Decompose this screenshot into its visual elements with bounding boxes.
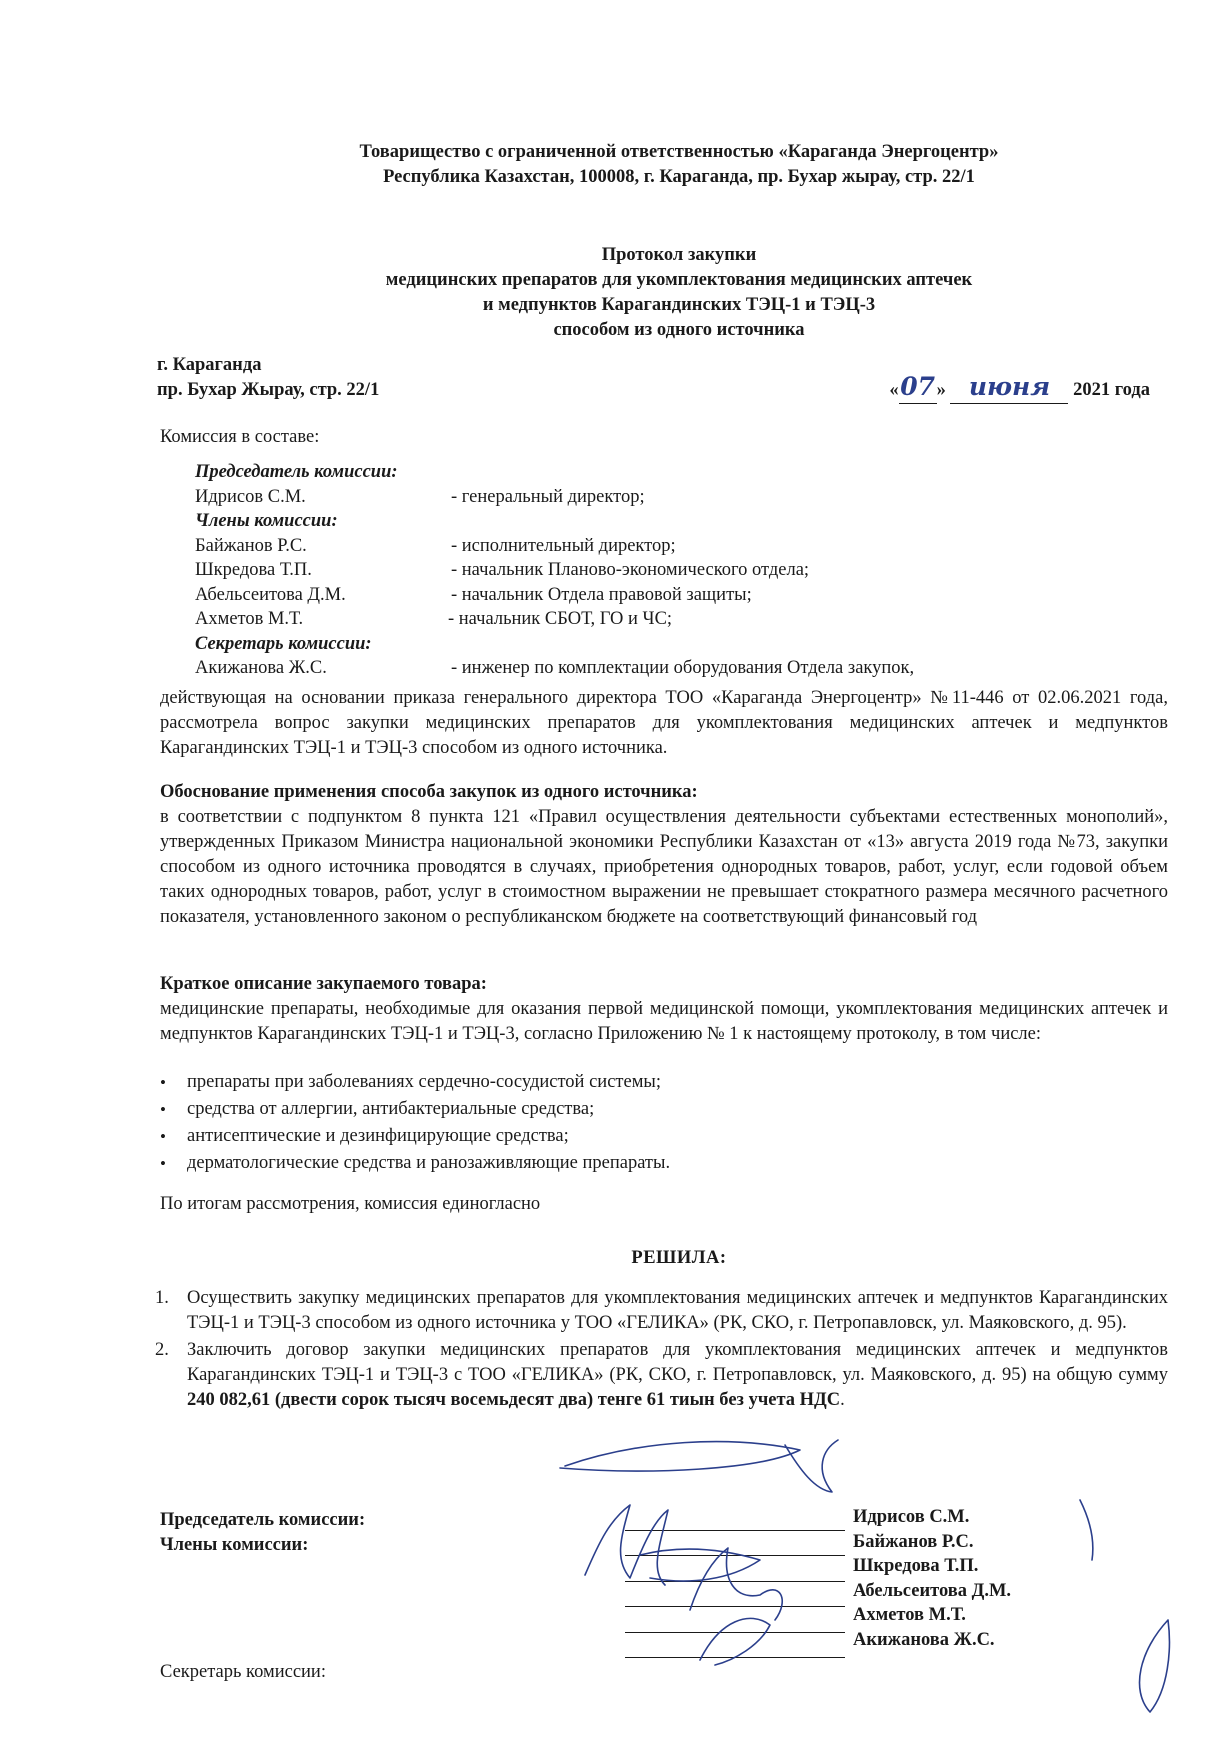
- protocol-title-line-4: способом из одного источника: [553, 320, 805, 340]
- date-day: 07: [900, 372, 935, 401]
- description-heading: Краткое описание закупаемого товара:: [160, 974, 487, 994]
- justification-text: в соответствии с подпунктом 8 пункта 121 «Правил осуществления деятельности субъектами естественных монополий», утвержденных Приказом Министра национальной экономики Республики Казахстан от «13» августа 2019 года №73, закупки способом из одного источника проводятся в случаях, приобретения однородных товаров, работ, услуг, если годовой объем таких однородных товаров, работ, услуг в стоимостном выражении не превышает стократного размера месячного расчетного показателя, установленного законом о республиканском бюджете на соответствующий финансовый год: [160, 807, 1168, 927]
- organization-name: Товарищество с ограниченной ответственностью «Караганда Энергоцентр»: [359, 142, 999, 162]
- contract-amount: 240 082,61 (двести сорок тысяч восемьдесят два) тенге 61 тиын без учета НДС: [187, 1390, 841, 1410]
- decision-text: Осуществить закупку медицинских препаратов для укомплектования медицинских аптечек и медпунктов Карагандинских ТЭЦ-1 и ТЭЦ-3 способом из одного источника у ТОО «ГЕЛИКА» (РК, СКО, г. Петропавловск, ул. Маяковского, д. 95).: [187, 1288, 1168, 1333]
- chairman-role: Председатель комиссии:: [195, 462, 398, 482]
- member-position: - начальник Отдела правовой защиты;: [451, 584, 752, 605]
- secretary-role: Секретарь комиссии:: [195, 633, 372, 654]
- decision-number: 1.: [155, 1288, 169, 1308]
- date-close-quote: »: [936, 380, 946, 400]
- signatory-name: Акижанова Ж.С.: [853, 1629, 995, 1650]
- protocol-title-line-3: и медпунктов Карагандинских ТЭЦ-1 и ТЭЦ-3: [482, 295, 876, 315]
- commission-intro: Комиссия в составе:: [160, 427, 320, 447]
- member-name: Шкредова Т.П.: [195, 560, 312, 580]
- list-item: • средства от аллергии, антибактериальные средства;: [160, 1097, 670, 1124]
- basis-paragraph: действующая на основании приказа генерального директора ТОО «Караганда Энергоцентр» №11-446 от 02.06.2021 года, рассмотрела вопрос закупки медицинских препаратов для укомплектования медицинских аптечек и медпунктов Карагандинских ТЭЦ-1 и ТЭЦ-3 способом из одного источника.: [160, 688, 1168, 758]
- signature-chairman-label: Председатель комиссии:: [160, 1510, 366, 1530]
- signature-scribble: [560, 1442, 800, 1471]
- summary-text: По итогам рассмотрения, комиссия единогласно: [160, 1194, 541, 1214]
- signature-scribble: [690, 1548, 782, 1620]
- decision-text-end: .: [840, 1390, 845, 1410]
- signature-members-label: Члены комиссии:: [160, 1535, 309, 1555]
- organization-address: Республика Казахстан, 100008, г. Караганда, пр. Бухар жырау, стр. 22/1: [383, 167, 975, 187]
- signature-secretary-label: Секретарь комиссии:: [160, 1662, 326, 1682]
- chairman-name: Идрисов С.М.: [195, 486, 306, 507]
- justification-heading: Обоснование применения способа закупок из одного источника:: [160, 782, 698, 802]
- signature-scribble: [585, 1505, 668, 1585]
- date-month: июня: [968, 372, 1051, 401]
- decision-text-part: Заключить договор закупки медицинских препаратов для укомплектования медицинских аптечек и медпунктов Карагандинских ТЭЦ-1 и ТЭЦ-3 с ТОО «ГЕЛИКА» (РК, СКО, г. Петропавловск, ул. Маяковского, д. 95) на общую сумму: [187, 1340, 1168, 1385]
- member-position: - начальник СБОТ, ГО и ЧС;: [448, 609, 673, 629]
- list-item: • препараты при заболеваниях сердечно-сосудистой системы;: [160, 1070, 670, 1097]
- list-item: • дерматологические средства и ранозаживляющие препараты.: [160, 1151, 670, 1178]
- signature-scribble: [700, 1618, 770, 1665]
- member-name: Байжанов Р.С.: [195, 535, 307, 556]
- signatory-name: Байжанов Р.С.: [853, 1531, 974, 1552]
- member-position: - начальник Планово-экономического отдела;: [451, 560, 810, 580]
- protocol-title-line-1: Протокол закупки: [601, 245, 757, 265]
- signature-scribble: [1080, 1500, 1093, 1560]
- secretary-position: - инженер по комплектации оборудования Отдела закупок,: [451, 658, 915, 678]
- signatory-name: Идрисов С.М.: [853, 1507, 970, 1527]
- date-year: 2021 года: [1073, 380, 1150, 400]
- description-text: медицинские препараты, необходимые для оказания первой медицинской помощи, укомплектования медицинских аптечек и медпунктов Карагандинских ТЭЦ-1 и ТЭЦ-3, согласно Приложению № 1 к настоящему протоколу, в том числе:: [160, 999, 1168, 1044]
- decision-heading: РЕШИЛА:: [631, 1248, 727, 1268]
- protocol-title-line-2: медицинских препаратов для укомплектования медицинских аптечек: [385, 270, 973, 290]
- signatory-name: Ахметов М.Т.: [853, 1605, 966, 1625]
- decision-number: 2.: [155, 1340, 169, 1360]
- signature-scribble: [1140, 1620, 1170, 1712]
- member-name: Ахметов М.Т.: [195, 609, 304, 629]
- members-role: Члены комиссии:: [195, 511, 338, 531]
- list-item: • антисептические и дезинфицирующие средства;: [160, 1124, 670, 1151]
- chairman-position: - генеральный директор;: [451, 486, 645, 507]
- member-name: Абельсеитова Д.М.: [195, 584, 346, 605]
- member-position: - исполнительный директор;: [451, 535, 676, 556]
- secretary-name: Акижанова Ж.С.: [195, 658, 327, 678]
- signatory-name: Абельсеитова Д.М.: [853, 1580, 1012, 1601]
- city: г. Караганда: [157, 355, 262, 375]
- address: пр. Бухар Жырау, стр. 22/1: [157, 380, 380, 400]
- date-open-quote: «: [889, 380, 899, 400]
- signatory-name: Шкредова Т.П.: [853, 1556, 979, 1576]
